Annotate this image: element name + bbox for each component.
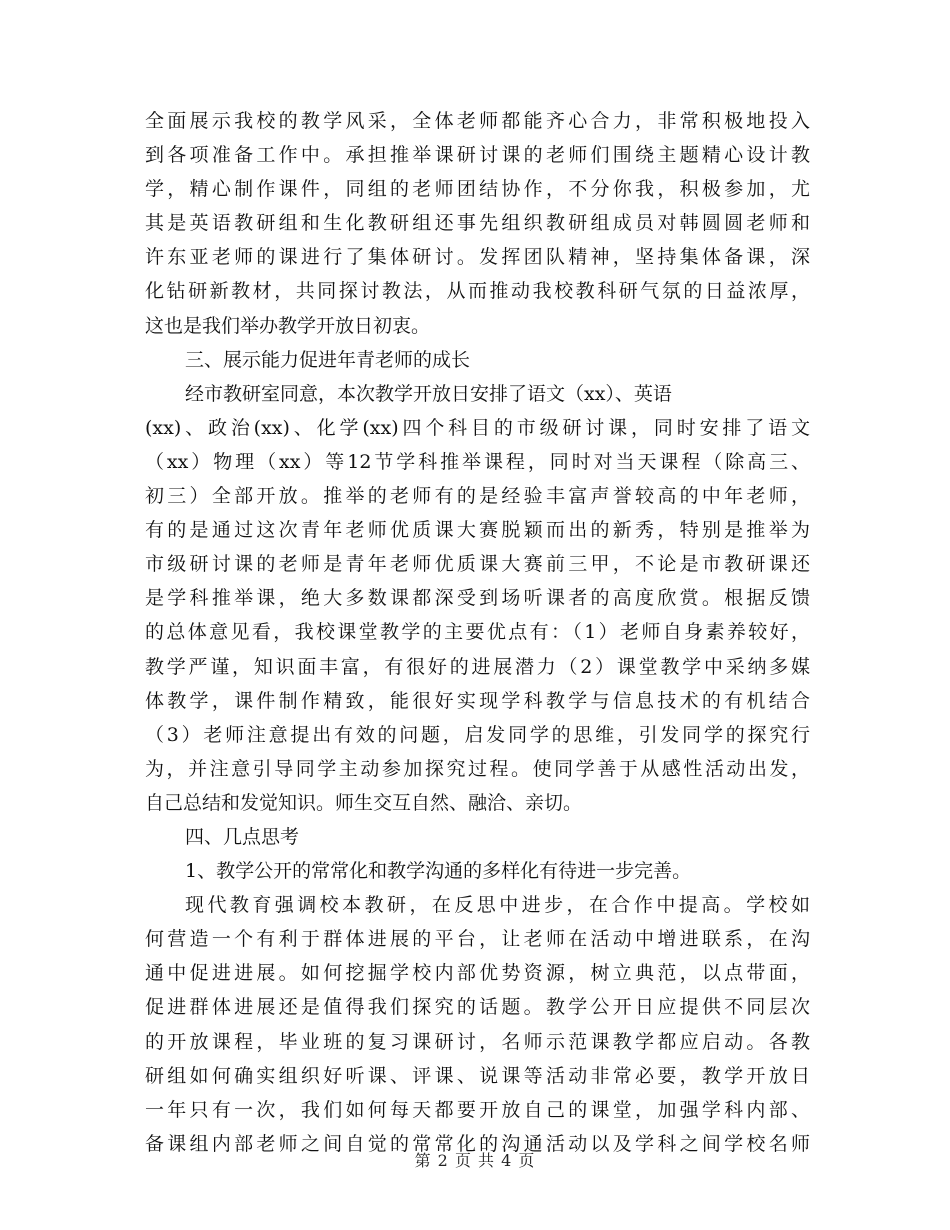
text-line: 为，并注意引导同学主动参加探究过程。使同学善于从感性活动出发， bbox=[145, 757, 810, 780]
text-line: 三、展示能力促进年青老师的成长 bbox=[185, 348, 471, 371]
text-line: 许东亚老师的课进行了集体研讨。发挥团队精神，坚持集体备课，深 bbox=[145, 246, 810, 269]
text-line: 促进群体进展还是值得我们探究的话题。教学公开日应提供不同层次 bbox=[145, 996, 810, 1019]
text-line: 经市教研室同意，本次教学开放日安排了语文（xx）、英语 bbox=[185, 382, 672, 405]
text-line: 教学严谨，知识面丰富，有很好的进展潜力（2）课堂教学中采纳多媒 bbox=[145, 655, 810, 678]
text-line: (xx)、政治(xx)、化学(xx)四个科目的市级研讨课，同时安排了语文 bbox=[145, 416, 810, 439]
text-line: 通中促进进展。如何挖掘学校内部优势资源，树立典范，以点带面， bbox=[145, 962, 810, 985]
text-line: 化钻研新教材，共同探讨教法，从而推动我校教科研气氛的日益浓厚， bbox=[145, 280, 810, 303]
text-line: 学，精心制作课件，同组的老师团结协作，不分你我，积极参加，尤 bbox=[145, 178, 810, 201]
text-line: 市级研讨课的老师是青年老师优质课大赛前三甲，不论是市教研课还 bbox=[145, 553, 810, 576]
text-line: 是学科推举课，绝大多数课都深受到场听课者的高度欣赏。根据反馈 bbox=[145, 587, 810, 610]
text-line: 有的是通过这次青年老师优质课大赛脱颖而出的新秀，特别是推举为 bbox=[145, 519, 810, 542]
text-line: 其是英语教研组和生化教研组还事先组织教研组成员对韩圆圆老师和 bbox=[145, 212, 810, 235]
text-line: （3）老师注意提出有效的问题，启发同学的思维，引发同学的探究行 bbox=[145, 723, 810, 746]
text-line: 研组如何确实组织好听课、评课、说课等活动非常必要，教学开放日 bbox=[145, 1064, 810, 1087]
page-footer: 第 2 页 共 4 页 bbox=[414, 1151, 536, 1170]
text-line: 的开放课程，毕业班的复习课研讨，名师示范课教学都应启动。各教 bbox=[145, 1030, 810, 1053]
text-line: 1、教学公开的常常化和教学沟通的多样化有待进一步完善。 bbox=[185, 860, 692, 883]
document-body bbox=[145, 104, 810, 1161]
text-line: 全面展示我校的教学风采，全体老师都能齐心合力，非常积极地投入 bbox=[145, 110, 810, 132]
text-line: 备课组内部老师之间自觉的常常化的沟通活动以及学科之间学校名师 bbox=[145, 1132, 810, 1155]
text-line: 到各项准备工作中。承担推举课研讨课的老师们围绕主题精心设计教 bbox=[145, 144, 810, 167]
text-line: （xx）物理（xx）等12节学科推举课程，同时对当天课程（除高三、 bbox=[145, 450, 810, 473]
text-line: 体教学，课件制作精致，能很好实现学科教学与信息技术的有机结合 bbox=[145, 689, 810, 712]
text-line: 的总体意见看，我校课堂教学的主要优点有：（1）老师自身素养较好， bbox=[145, 621, 810, 644]
text-line: 初三）全部开放。推举的老师有的是经验丰富声誉较高的中年老师， bbox=[145, 485, 810, 508]
text-line: 四、几点思考 bbox=[185, 825, 300, 848]
text-line: 现代教育强调校本教研，在反思中进步，在合作中提高。学校如 bbox=[185, 894, 810, 917]
text-line: 这也是我们举办教学开放日初衷。 bbox=[145, 314, 431, 337]
text-line: 何营造一个有利于群体进展的平台，让老师在活动中增进联系，在沟 bbox=[145, 928, 810, 951]
text-line: 自己总结和发觉知识。师生交互自然、融洽、亲切。 bbox=[145, 791, 583, 814]
text-line: 一年只有一次，我们如何每天都要开放自己的课堂，加强学科内部、 bbox=[145, 1098, 810, 1121]
